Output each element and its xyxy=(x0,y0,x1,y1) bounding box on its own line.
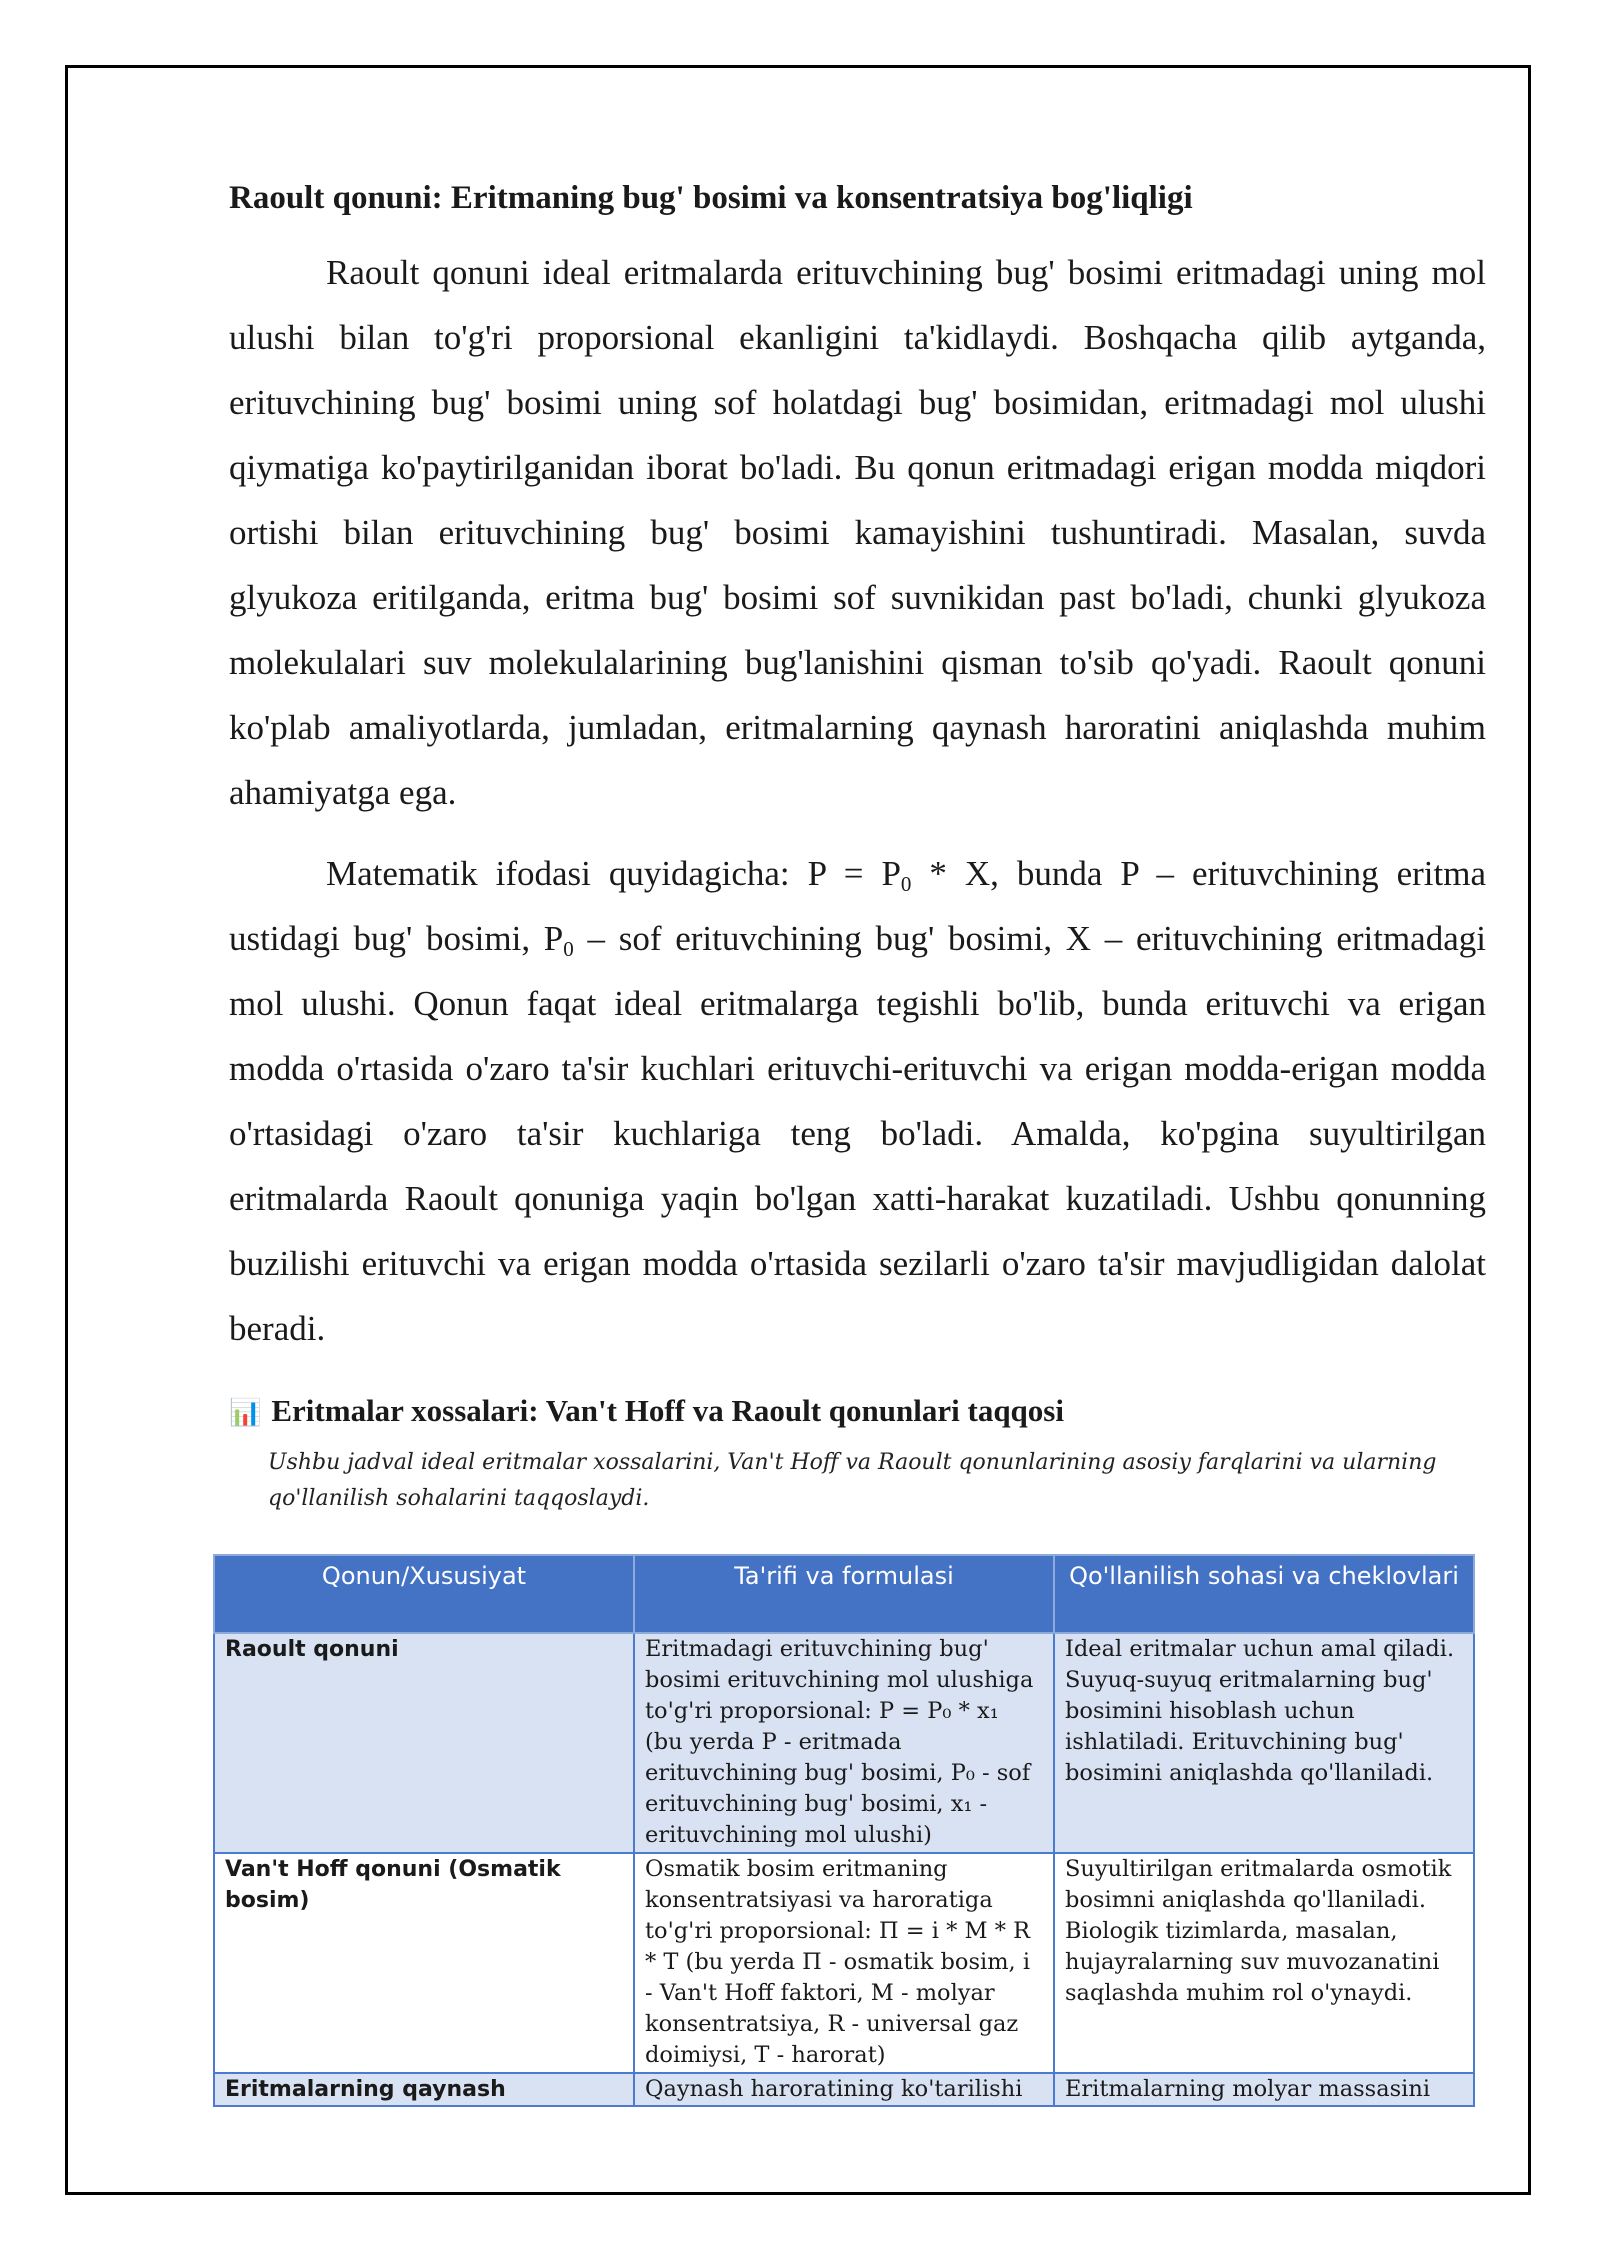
row-definition: Osmatik bosim eritmaning konsentratsiyasi va haroratiga to'g'ri proporsional: Π = i * M * R * T (bu yerda Π - osmatik bosim, i - Van't Hoff faktori, M - molyar konsentratsiya, R - universal gaz doimiysi, T - harorat) xyxy=(634,1853,1054,2073)
comparison-table xyxy=(213,1554,1475,2107)
formula-text-1: Matematik ifodasi quyidagicha: P = P xyxy=(326,854,901,893)
row-application: Eritmalarning molyar massasini xyxy=(1054,2073,1474,2106)
row-law-name: Van't Hoff qonuni (Osmatik bosim) xyxy=(214,1853,634,2073)
bar-chart-icon: 📊 xyxy=(229,1398,262,1427)
table-header-row xyxy=(214,1555,1474,1633)
table-row xyxy=(214,1853,1474,2073)
row-application: Suyultirilgan eritmalarda osmotik bosimni aniqlashda qo'llaniladi. Biologik tizimlarda, masalan, hujayralarning suv muvozanatini saqlashda muhim rol o'ynaydi. xyxy=(1054,1853,1474,2073)
table-caption: Ushbu jadval ideal eritmalar xossalarini, Van't Hoff va Raoult qonunlarining asosiy farqlarini va ularning qo'llanilish sohalarini taqqoslaydi. xyxy=(268,1450,1437,1511)
formula-text-2: * X, bunda P – erituvchining eritma ustidagi bug' bosimi, P xyxy=(229,854,1487,958)
table-row xyxy=(214,1633,1474,1853)
column-header: Ta'rifi va formulasi xyxy=(634,1555,1054,1633)
document-body xyxy=(229,170,1486,1535)
row-law-name: Raoult qonuni xyxy=(214,1633,634,1853)
paragraph-raoult-formula xyxy=(229,841,1486,1361)
subscript-zero: 0 xyxy=(563,937,574,961)
table-title xyxy=(229,1389,1486,1435)
row-application: Ideal eritmalar uchun amal qiladi. Suyuq-suyuq eritmalarning bug' bosimini hisoblash uchun ishlatiladi. Erituvchining bug' bosimini aniqlashda qo'llaniladi. xyxy=(1054,1633,1474,1853)
column-header: Qonun/Xususiyat xyxy=(214,1555,634,1633)
row-definition: Qaynash haroratining ko'tarilishi xyxy=(634,2073,1054,2106)
table-title-text: Eritmalar xossalari: Van't Hoff va Raoult qonunlari taqqosi xyxy=(271,1393,1064,1428)
subscript-zero: 0 xyxy=(900,872,912,896)
column-header: Qo'llanilish sohasi va cheklovlari xyxy=(1054,1555,1474,1633)
table-row xyxy=(214,2073,1474,2106)
formula-text-3: – sof erituvchining bug' bosimi, X – erituvchining eritmadagi mol ulushi. Qonun faqat ideal eritmalarga tegishli bo'lib, bunda erituvchi va erigan modda o'rtasida o'zaro ta'sir kuchlari erituvchi-erituvchi va erigan modda-erigan modda o'rtasidagi o'zaro ta'sir kuchlariga teng bo'ladi. Amalda, ko'pgina suyultirilgan eritmalarda Raoult qonuniga yaqin bo'lgan xatti-harakat kuzatiladi. Ushbu qonunning buzilishi erituvchi va erigan modda o'rtasida sezilarli o'zaro ta'sir mavjudligidan dalolat beradi. xyxy=(229,919,1486,1348)
paragraph-raoult-intro: Raoult qonuni ideal eritmalarda erituvchining bug' bosimi eritmadagi uning mol ulushi bilan to'g'ri proporsional ekanligini ta'kidlaydi. Boshqacha qilib aytganda, erituvchining bug' bosimi uning sof holatdagi bug' bosimidan, eritmadagi mol ulushi qiymatiga ko'paytirilganidan iborat bo'ladi. Bu qonun eritmadagi erigan modda miqdori ortishi bilan erituvchining bug' bosimi kamayishini tushuntiradi. Masalan, suvda glyukoza eritilganda, eritma bug' bosimi sof suvnikidan past bo'ladi, chunki glyukoza molekulalari suv molekulalarining bug'lanishini qisman to'sib qo'yadi. Raoult qonuni ko'plab amaliyotlarda, jumladan, eritmalarning qaynash haroratini aniqlashda muhim ahamiyatga ega. xyxy=(229,253,1486,812)
document-heading: Raoult qonuni: Eritmaning bug' bosimi va konsentratsiya bog'liqligi xyxy=(229,180,1193,216)
row-law-name: Eritmalarning qaynash xyxy=(214,2073,634,2106)
row-definition: Eritmadagi erituvchining bug' bosimi erituvchining mol ulushiga to'g'ri proporsional: P = P₀ * x₁ (bu yerda P - eritmada erituvchining bug' bosimi, P₀ - sof erituvchining bug' bosimi, x₁ - erituvchining mol ulushi) xyxy=(634,1633,1054,1853)
